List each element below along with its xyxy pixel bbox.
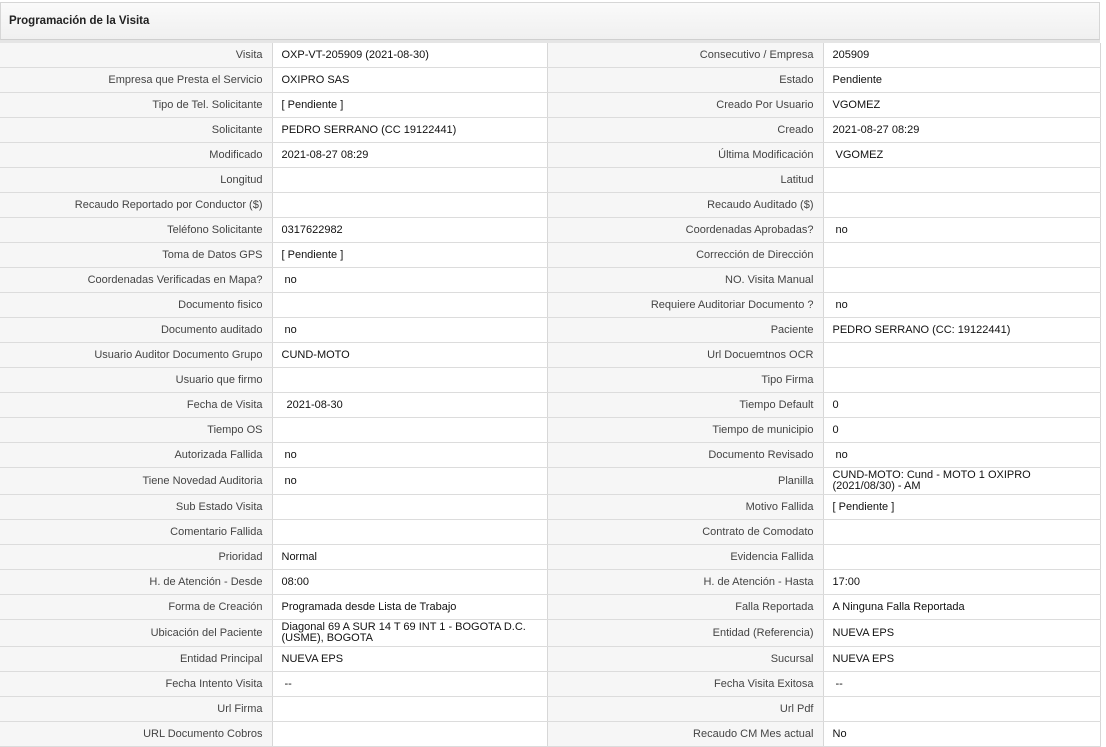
detail-row [0, 168, 1100, 193]
field-value: no [272, 268, 547, 293]
field-label: Sucursal [547, 647, 823, 672]
field-value: OXP-VT-205909 (2021-08-30) [272, 43, 547, 68]
field-value: 0317622982 [272, 218, 547, 243]
field-label: Usuario que firmo [0, 368, 272, 393]
field-label: Entidad Principal [0, 647, 272, 672]
field-value: [ Pendiente ] [272, 243, 547, 268]
field-label: Coordenadas Aprobadas? [547, 218, 823, 243]
field-value: no [272, 318, 547, 343]
field-label: Requiere Auditoriar Documento ? [547, 293, 823, 318]
detail-row [0, 118, 1100, 143]
field-value: -- [823, 672, 1100, 697]
field-value [823, 368, 1100, 393]
detail-row [0, 722, 1100, 747]
detail-row [0, 418, 1100, 443]
visit-schedule-panel [0, 2, 1100, 747]
detail-row [0, 318, 1100, 343]
field-value: no [272, 468, 547, 495]
field-value [823, 268, 1100, 293]
field-label: Corrección de Dirección [547, 243, 823, 268]
detail-row [0, 468, 1100, 495]
panel-title: Programación de la Visita [0, 2, 1100, 40]
field-label: Tipo Firma [547, 368, 823, 393]
field-value: Programada desde Lista de Trabajo [272, 595, 547, 620]
field-label: Falla Reportada [547, 595, 823, 620]
field-label: Consecutivo / Empresa [547, 43, 823, 68]
field-value: Pendiente [823, 68, 1100, 93]
detail-row [0, 293, 1100, 318]
detail-row [0, 595, 1100, 620]
field-value: NUEVA EPS [823, 620, 1100, 647]
field-label: Fecha Visita Exitosa [547, 672, 823, 697]
detail-row [0, 243, 1100, 268]
detail-row [0, 43, 1100, 68]
field-value [272, 722, 547, 747]
field-value [823, 520, 1100, 545]
field-value: Diagonal 69 A SUR 14 T 69 INT 1 - BOGOTA D.C. (USME), BOGOTA [272, 620, 547, 647]
field-value: 2021-08-30 [272, 393, 547, 418]
field-label: Tipo de Tel. Solicitante [0, 93, 272, 118]
field-label: Tiempo de municipio [547, 418, 823, 443]
field-label: URL Documento Cobros [0, 722, 272, 747]
field-label: Tiempo Default [547, 393, 823, 418]
field-value [272, 495, 547, 520]
field-value [272, 697, 547, 722]
field-label: Documento auditado [0, 318, 272, 343]
field-value [272, 168, 547, 193]
detail-row [0, 218, 1100, 243]
detail-row [0, 193, 1100, 218]
field-label: Prioridad [0, 545, 272, 570]
field-value: no [823, 218, 1100, 243]
detail-row [0, 68, 1100, 93]
field-value: Normal [272, 545, 547, 570]
field-value: NUEVA EPS [823, 647, 1100, 672]
field-value [272, 368, 547, 393]
field-label: Url Docuemtnos OCR [547, 343, 823, 368]
field-label: Recaudo Reportado por Conductor ($) [0, 193, 272, 218]
field-value: VGOMEZ [823, 93, 1100, 118]
field-label: Sub Estado Visita [0, 495, 272, 520]
detail-row [0, 393, 1100, 418]
field-label: Documento Revisado [547, 443, 823, 468]
field-value: no [272, 443, 547, 468]
field-label: Planilla [547, 468, 823, 495]
field-label: H. de Atención - Hasta [547, 570, 823, 595]
field-value: A Ninguna Falla Reportada [823, 595, 1100, 620]
detail-row [0, 368, 1100, 393]
detail-row [0, 93, 1100, 118]
field-label: Creado Por Usuario [547, 93, 823, 118]
detail-row [0, 697, 1100, 722]
field-value: CUND-MOTO [272, 343, 547, 368]
field-value [272, 293, 547, 318]
field-label: Solicitante [0, 118, 272, 143]
field-label: Autorizada Fallida [0, 443, 272, 468]
visit-details-body [0, 43, 1100, 747]
field-value [823, 545, 1100, 570]
detail-row [0, 672, 1100, 697]
field-label: Teléfono Solicitante [0, 218, 272, 243]
field-value: NUEVA EPS [272, 647, 547, 672]
field-value: 0 [823, 393, 1100, 418]
field-label: Evidencia Fallida [547, 545, 823, 570]
field-label: Ubicación del Paciente [0, 620, 272, 647]
detail-row [0, 143, 1100, 168]
field-value: PEDRO SERRANO (CC 19122441) [272, 118, 547, 143]
field-label: Forma de Creación [0, 595, 272, 620]
field-label: Fecha de Visita [0, 393, 272, 418]
field-label: Motivo Fallida [547, 495, 823, 520]
detail-row [0, 545, 1100, 570]
detail-row [0, 495, 1100, 520]
field-label: Url Firma [0, 697, 272, 722]
field-value [272, 520, 547, 545]
field-label: Usuario Auditor Documento Grupo [0, 343, 272, 368]
field-label: Recaudo Auditado ($) [547, 193, 823, 218]
field-value [272, 193, 547, 218]
field-label: Fecha Intento Visita [0, 672, 272, 697]
field-label: Tiempo OS [0, 418, 272, 443]
detail-row [0, 570, 1100, 595]
field-value: 2021-08-27 08:29 [272, 143, 547, 168]
field-value: CUND-MOTO: Cund - MOTO 1 OXIPRO (2021/08/30) - AM [823, 468, 1100, 495]
field-value: No [823, 722, 1100, 747]
field-label: Toma de Datos GPS [0, 243, 272, 268]
field-value: -- [272, 672, 547, 697]
field-value: [ Pendiente ] [272, 93, 547, 118]
field-label: Contrato de Comodato [547, 520, 823, 545]
field-value: OXIPRO SAS [272, 68, 547, 93]
field-label: Visita [0, 43, 272, 68]
field-value [272, 418, 547, 443]
field-label: NO. Visita Manual [547, 268, 823, 293]
field-label: Estado [547, 68, 823, 93]
field-label: Modificado [0, 143, 272, 168]
field-value: 0 [823, 418, 1100, 443]
field-label: Latitud [547, 168, 823, 193]
field-label: Empresa que Presta el Servicio [0, 68, 272, 93]
field-value: VGOMEZ [823, 143, 1100, 168]
detail-row [0, 443, 1100, 468]
field-label: Creado [547, 118, 823, 143]
field-label: Entidad (Referencia) [547, 620, 823, 647]
field-label: Última Modificación [547, 143, 823, 168]
field-label: Tiene Novedad Auditoria [0, 468, 272, 495]
field-value: 17:00 [823, 570, 1100, 595]
detail-row [0, 520, 1100, 545]
field-value [823, 193, 1100, 218]
field-value: 205909 [823, 43, 1100, 68]
field-label: H. de Atención - Desde [0, 570, 272, 595]
field-value: PEDRO SERRANO (CC: 19122441) [823, 318, 1100, 343]
field-value [823, 697, 1100, 722]
field-value [823, 243, 1100, 268]
field-label: Coordenadas Verificadas en Mapa? [0, 268, 272, 293]
field-value: 08:00 [272, 570, 547, 595]
detail-row [0, 647, 1100, 672]
field-label: Longitud [0, 168, 272, 193]
visit-details-table [0, 43, 1101, 747]
field-value: no [823, 443, 1100, 468]
field-label: Url Pdf [547, 697, 823, 722]
detail-row [0, 343, 1100, 368]
detail-row [0, 620, 1100, 647]
field-label: Recaudo CM Mes actual [547, 722, 823, 747]
detail-row [0, 268, 1100, 293]
field-value: no [823, 293, 1100, 318]
field-value [823, 168, 1100, 193]
field-label: Comentario Fallida [0, 520, 272, 545]
field-label: Documento fisico [0, 293, 272, 318]
field-label: Paciente [547, 318, 823, 343]
field-value: [ Pendiente ] [823, 495, 1100, 520]
field-value: 2021-08-27 08:29 [823, 118, 1100, 143]
field-value [823, 343, 1100, 368]
